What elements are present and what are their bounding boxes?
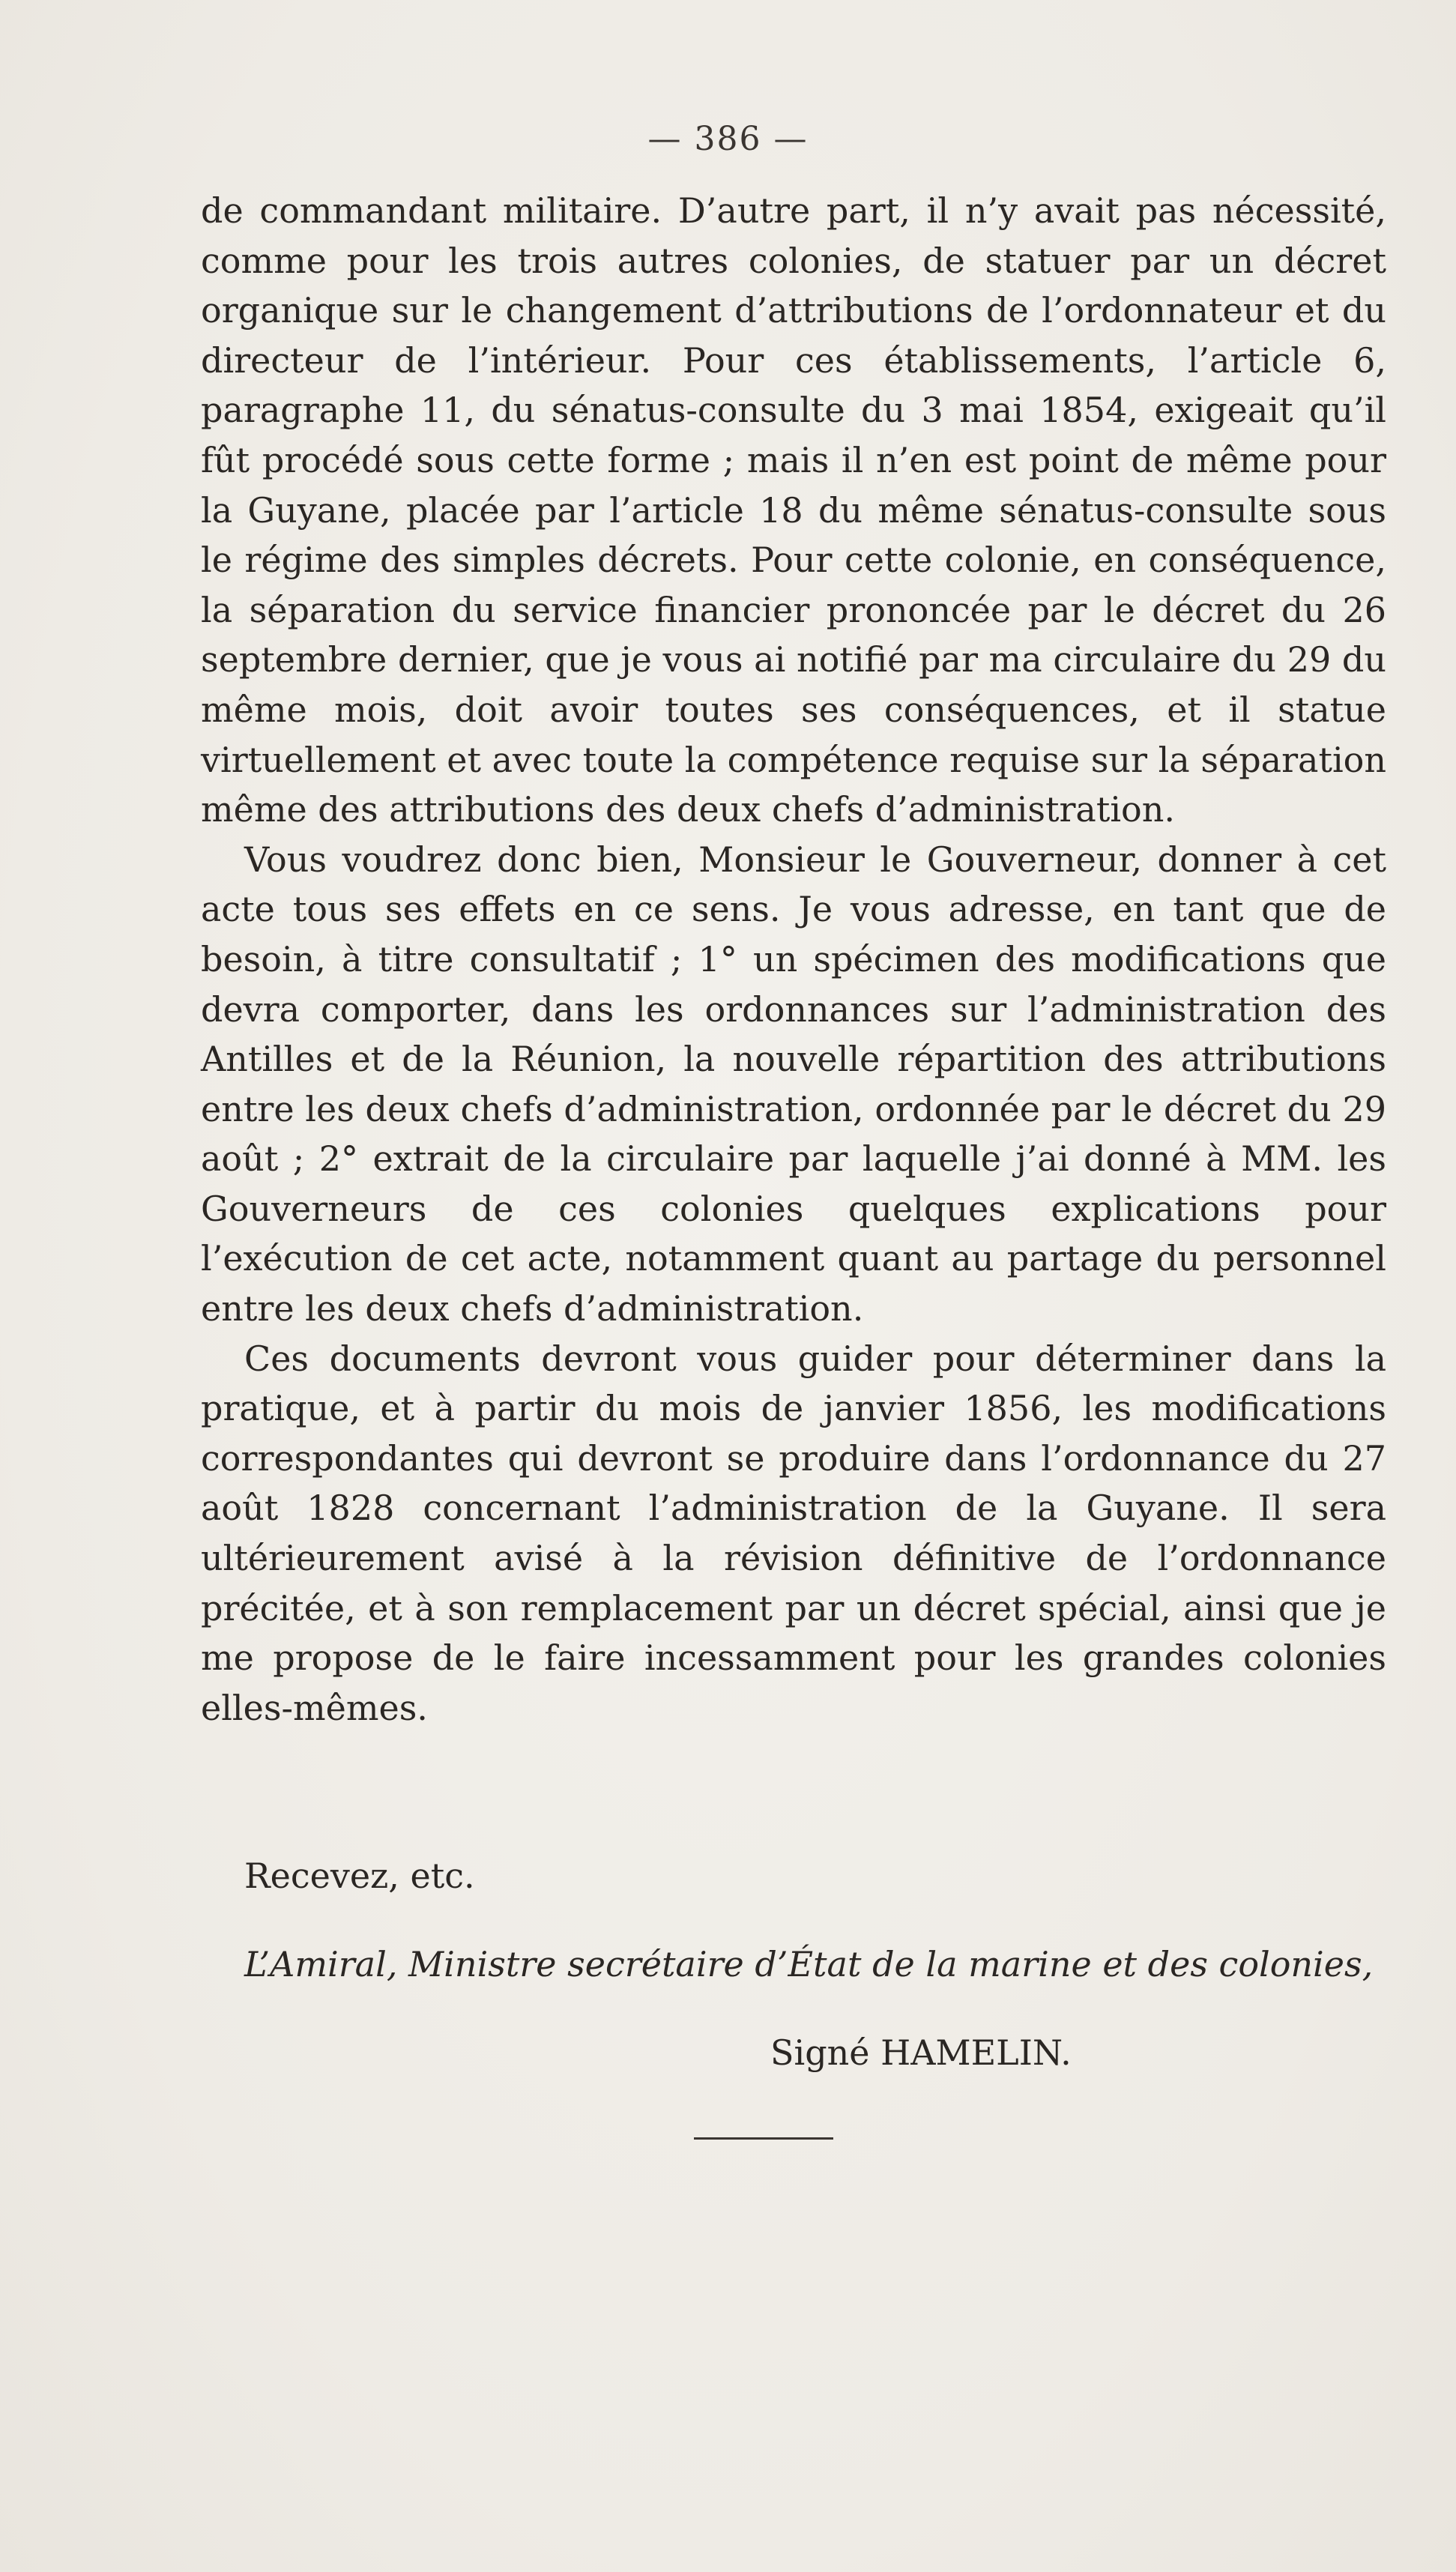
paragraph-3: Ces documents devront vous guider pour déterminer dans la pratique, et à partir du mois de janvier 1856, les modifications correspondantes qui devront se produire dans l’ordonnance du 27 août 1828 concernant l’administration de la Guyane. Il sera ultérieurement avisé à la révision définitive de l’ordonnance précitée, et à son remplacement par un décret spécial, ainsi que je me propose de le faire incessamment pour les grandes colonies elles-mêmes. xyxy=(201,1338,1386,1728)
closing-formula: Recevez, etc. xyxy=(244,1856,475,1896)
closing-rule xyxy=(694,2137,833,2140)
body-text xyxy=(201,186,1386,1733)
paragraph-1: de commandant militaire. D’autre part, il n’y avait pas nécessité, comme pour les trois autres colonies, de statuer par un décret organique sur le changement d’attributions de l’ordonnateur et du directeur de l’intérieur. Pour ces établissements, l’article 6, paragraphe 11, du sénatus-consulte du 3 mai 1854, exigeait qu’il fût procédé sous cette forme ; mais il n’en est point de même pour la Guyane, placée par l’article 18 du même sénatus-consulte sous le régime des simples décrets. Pour cette colonie, en conséquence, la séparation du service financier prononcée par le décret du 26 septembre dernier, que je vous ai notifié par ma circulaire du 29 du même mois, doit avoir toutes ses conséquences, et il statue virtuellement et avec toute la compétence requise sur la séparation même des attributions des deux chefs d’administration. xyxy=(201,190,1386,830)
signature-title: L’Amiral, Ministre secrétaire d’État de la marine et des colonies, xyxy=(244,1944,1374,1984)
signature-name: Signé HAMELIN. xyxy=(770,2032,1072,2073)
page-number: — 386 — xyxy=(647,120,809,158)
paragraph-2: Vous voudrez donc bien, Monsieur le Gouverneur, donner à cet acte tous ses effets en ce sens. Je vous adresse, en tant que de besoin, à titre consultatif ; 1° un spécimen des modifications que devra comporter, dans les ordonnances sur l’administration des Antilles et de la Réunion, la nouvelle répartition des attributions entre les deux chefs d’administration, ordonnée par le décret du 29 août ; 2° extrait de la circulaire par laquelle j’ai donné à MM. les Gouverneurs de ces colonies quelques explications pour l’exécution de cet acte, notamment quant au partage du personnel entre les deux chefs d’administration. xyxy=(201,839,1386,1329)
